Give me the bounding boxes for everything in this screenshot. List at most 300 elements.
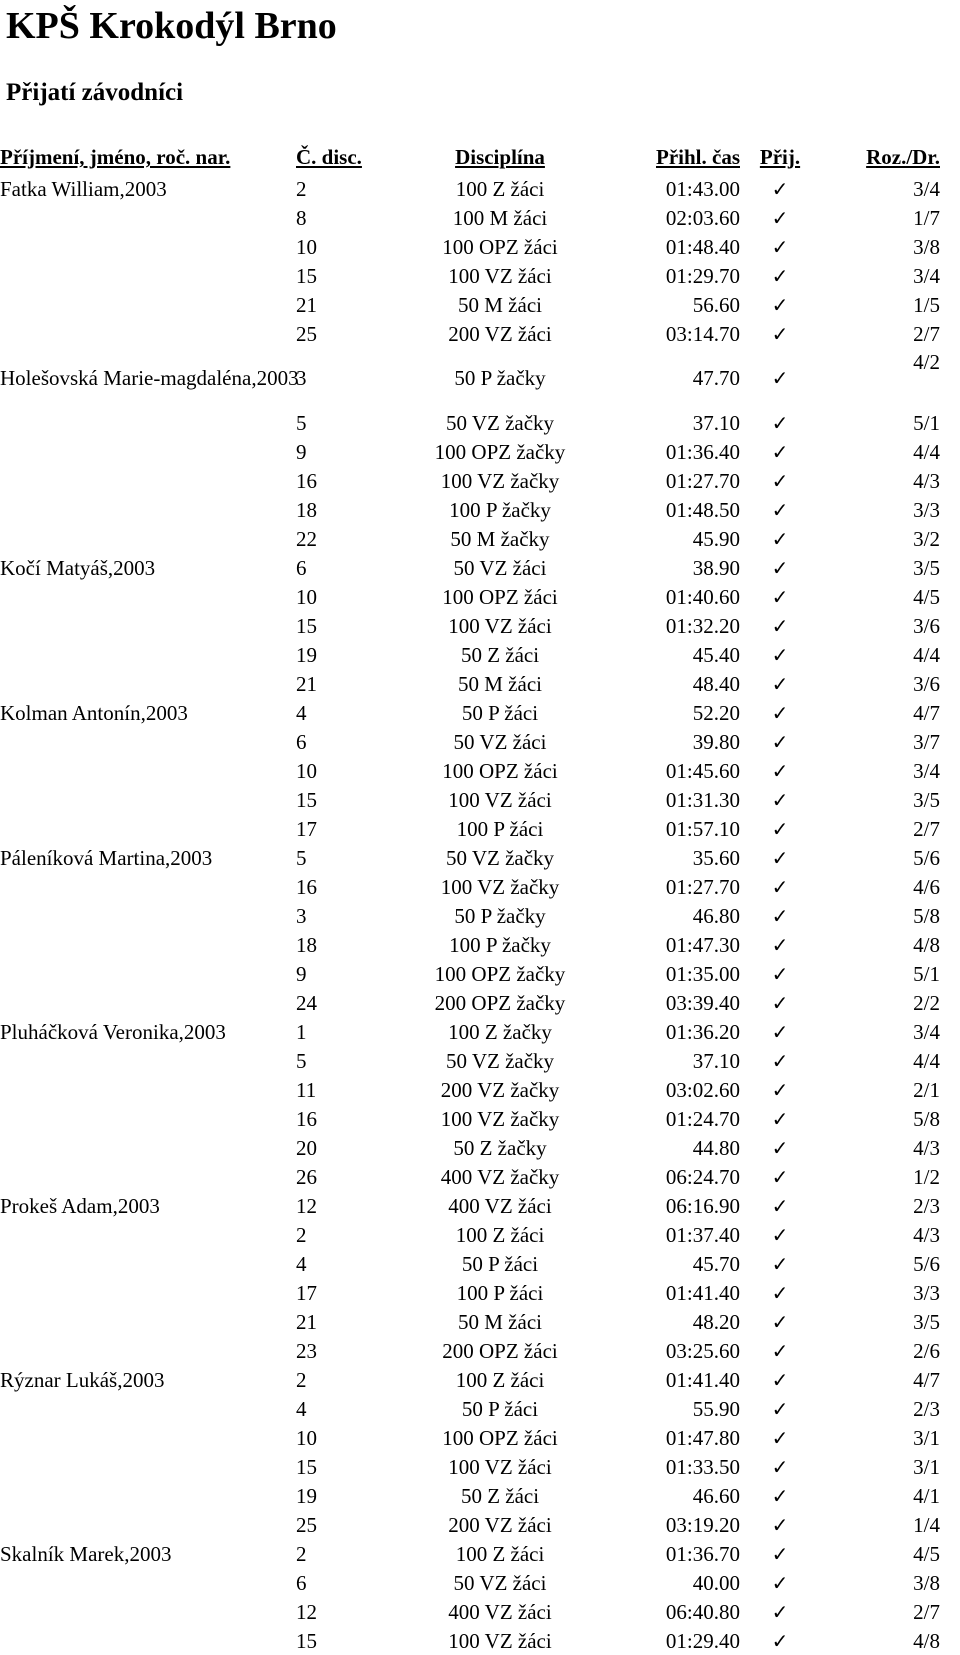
discipline-number-cell: 3	[296, 903, 307, 928]
swimmer-name-cell	[0, 1220, 296, 1249]
checkmark-icon: ✓	[771, 1454, 789, 1479]
accepted-check-icon	[740, 1046, 820, 1075]
checkmark-icon: ✓	[771, 845, 789, 870]
discipline-cell: 200 VZ žáci	[448, 1512, 552, 1537]
entry-time-cell: 38.90	[692, 555, 740, 580]
entry-time-cell: 06:16.90	[665, 1193, 740, 1218]
entry-time-cell: 01:31.30	[665, 787, 740, 812]
entry-time-cell: 01:47.80	[665, 1425, 740, 1450]
discipline-cell: 100 OPZ žáci	[442, 584, 558, 609]
discipline-cell: 50 Z žáci	[460, 1483, 540, 1508]
table-row	[0, 1452, 940, 1481]
table-row	[0, 524, 940, 553]
discipline-number-cell: 2	[296, 176, 307, 201]
swimmer-name-cell	[0, 901, 296, 930]
entry-time-cell: 48.20	[692, 1309, 740, 1334]
entry-time-cell: 01:36.40	[665, 439, 740, 464]
discipline-number-cell: 26	[296, 1164, 317, 1189]
table-row	[0, 1539, 940, 1568]
checkmark-icon: ✓	[771, 700, 789, 725]
accepted-check-icon	[740, 1365, 820, 1394]
discipline-cell: 200 VZ žačky	[440, 1077, 560, 1102]
discipline-number-cell: 18	[296, 932, 317, 957]
table-row	[0, 553, 940, 582]
accepted-check-icon	[740, 785, 820, 814]
swimmer-name-cell	[0, 988, 296, 1017]
discipline-cell: 400 VZ žáci	[448, 1599, 552, 1624]
discipline-number-cell: 4	[296, 1396, 307, 1421]
accepted-check-icon	[740, 1191, 820, 1220]
heat-lane-cell: 2/3	[913, 1396, 940, 1421]
table-row	[0, 1394, 940, 1423]
accepted-check-icon	[740, 466, 820, 495]
accepted-check-icon	[740, 640, 820, 669]
table-row	[0, 582, 940, 611]
entry-time-cell: 01:27.70	[665, 874, 740, 899]
swimmer-name-cell	[0, 1104, 296, 1133]
entry-time-cell: 46.60	[692, 1483, 740, 1508]
table-row	[0, 698, 940, 727]
accepted-check-icon	[740, 959, 820, 988]
heat-lane-cell: 4/8	[913, 1628, 940, 1653]
discipline-cell: 100 VZ žačky	[440, 1106, 560, 1131]
table-row	[0, 1626, 940, 1655]
entry-time-cell: 01:35.00	[665, 961, 740, 986]
swimmer-name-cell	[0, 290, 296, 319]
heat-lane-cell: 2/7	[913, 816, 940, 841]
entry-time-cell: 56.60	[692, 292, 740, 317]
swimmer-name-cell	[0, 930, 296, 959]
column-header-name: Příjmení, jméno, roč. nar.	[0, 145, 231, 169]
heat-lane-cell: 5/8	[913, 903, 940, 928]
entry-time-cell: 06:40.80	[665, 1599, 740, 1624]
heat-lane-cell: 4/1	[913, 1483, 940, 1508]
accepted-check-icon	[740, 1394, 820, 1423]
discipline-number-cell: 6	[296, 729, 307, 754]
heat-lane-cell: 1/2	[913, 1164, 940, 1189]
swimmer-name-cell	[0, 1626, 296, 1655]
entry-time-cell: 45.70	[692, 1251, 740, 1276]
entry-time-cell: 03:02.60	[665, 1077, 740, 1102]
swimmer-name-cell	[0, 814, 296, 843]
checkmark-icon: ✓	[771, 263, 789, 288]
column-header-discipline-number: Č. disc.	[296, 145, 362, 169]
entry-time-cell: 01:29.70	[665, 263, 740, 288]
swimmer-name-cell: Kočí Matyáš,2003	[0, 555, 156, 580]
swimmer-name-cell	[0, 319, 296, 348]
discipline-number-cell: 16	[296, 468, 317, 493]
table-row	[0, 640, 940, 669]
entry-time-cell: 55.90	[692, 1396, 740, 1421]
checkmark-icon: ✓	[771, 321, 789, 346]
table-header-row	[0, 140, 940, 174]
swimmer-name-cell	[0, 640, 296, 669]
checkmark-icon: ✓	[771, 961, 789, 986]
swimmer-name-cell	[0, 1336, 296, 1365]
heat-lane-cell: 1/7	[913, 205, 940, 230]
table-row	[0, 901, 940, 930]
swimmer-name-cell	[0, 1075, 296, 1104]
discipline-cell: 50 P žačky	[454, 903, 546, 928]
heat-lane-cell: 4/4	[913, 439, 940, 464]
discipline-number-cell: 2	[296, 1222, 307, 1247]
table-row	[0, 1046, 940, 1075]
heat-lane-cell: 3/2	[913, 526, 940, 551]
table-row	[0, 872, 940, 901]
discipline-number-cell: 5	[296, 845, 307, 870]
discipline-cell: 50 VZ žačky	[445, 1048, 555, 1073]
swimmer-name-cell	[0, 1597, 296, 1626]
heat-lane-cell: 4/4	[913, 1048, 940, 1073]
heat-lane-cell: 3/8	[913, 1570, 940, 1595]
discipline-cell: 100 OPZ žáci	[442, 1425, 558, 1450]
swimmer-name-cell	[0, 437, 296, 466]
discipline-cell: 50 M žáci	[458, 292, 542, 317]
accepted-check-icon	[740, 814, 820, 843]
swimmer-name-cell	[0, 1249, 296, 1278]
entry-time-cell: 03:19.20	[665, 1512, 740, 1537]
checkmark-icon: ✓	[771, 1309, 789, 1334]
heat-lane-cell: 4/7	[913, 1367, 940, 1392]
entry-time-cell: 06:24.70	[665, 1164, 740, 1189]
swimmer-name-cell	[0, 1278, 296, 1307]
discipline-cell: 100 VZ žáci	[448, 1454, 552, 1479]
accepted-check-icon	[740, 524, 820, 553]
accepted-check-icon	[740, 1307, 820, 1336]
discipline-cell: 200 OPZ žáci	[442, 1338, 558, 1363]
discipline-number-cell: 19	[296, 642, 317, 667]
discipline-number-cell: 18	[296, 497, 317, 522]
table-row	[0, 1220, 940, 1249]
checkmark-icon: ✓	[771, 1048, 789, 1073]
heat-lane-cell: 2/7	[913, 321, 940, 346]
checkmark-icon: ✓	[771, 1338, 789, 1363]
accepted-check-icon	[740, 727, 820, 756]
discipline-number-cell: 17	[296, 816, 317, 841]
heat-lane-cell: 4/5	[913, 584, 940, 609]
entry-time-cell: 01:24.70	[665, 1106, 740, 1131]
discipline-number-cell: 25	[296, 1512, 317, 1537]
accepted-check-icon	[740, 174, 820, 203]
table-row	[0, 174, 940, 203]
checkmark-icon: ✓	[771, 758, 789, 783]
accepted-check-icon	[740, 1336, 820, 1365]
checkmark-icon: ✓	[771, 1193, 789, 1218]
discipline-cell: 50 M žačky	[450, 526, 550, 551]
discipline-cell: 50 VZ žáci	[453, 729, 547, 754]
discipline-cell: 100 OPZ žačky	[434, 961, 566, 986]
discipline-cell: 200 VZ žáci	[448, 321, 552, 346]
discipline-number-cell: 15	[296, 787, 317, 812]
discipline-number-cell: 1	[296, 1019, 307, 1044]
table-row	[0, 232, 940, 261]
discipline-number-cell: 10	[296, 758, 317, 783]
table-row	[0, 437, 940, 466]
checkmark-icon: ✓	[771, 932, 789, 957]
discipline-cell: 50 M žáci	[458, 1309, 542, 1334]
table-row	[0, 930, 940, 959]
entry-time-cell: 01:36.70	[665, 1541, 740, 1566]
entry-time-cell: 01:41.40	[665, 1367, 740, 1392]
checkmark-icon: ✓	[771, 584, 789, 609]
discipline-cell: 50 Z žáci	[460, 642, 540, 667]
heat-lane-cell: 4/3	[913, 1135, 940, 1160]
entry-time-cell: 01:29.40	[665, 1628, 740, 1653]
table-row	[0, 611, 940, 640]
discipline-cell: 100 OPZ žáci	[442, 758, 558, 783]
table-row	[0, 1597, 940, 1626]
entry-time-cell: 01:40.60	[665, 584, 740, 609]
table-row	[0, 1568, 940, 1597]
checkmark-icon: ✓	[771, 410, 789, 435]
discipline-cell: 50 VZ žáci	[453, 1570, 547, 1595]
heat-lane-cell: 3/7	[913, 729, 940, 754]
discipline-number-cell: 21	[296, 292, 317, 317]
discipline-cell: 100 VZ žáci	[448, 263, 552, 288]
accepted-check-icon	[740, 930, 820, 959]
discipline-number-cell: 10	[296, 234, 317, 259]
swimmer-name-cell	[0, 582, 296, 611]
entry-time-cell: 46.80	[692, 903, 740, 928]
discipline-number-cell: 3	[296, 366, 307, 390]
swimmer-name-cell: Prokeš Adam,2003	[0, 1193, 160, 1218]
discipline-cell: 50 Z žačky	[453, 1135, 547, 1160]
checkmark-icon: ✓	[771, 1570, 789, 1595]
accepted-check-icon	[740, 1075, 820, 1104]
checkmark-icon: ✓	[771, 1599, 789, 1624]
swimmer-name-cell	[0, 872, 296, 901]
discipline-cell: 50 P žáci	[461, 700, 539, 725]
accepted-check-icon	[740, 553, 820, 582]
checkmark-icon: ✓	[771, 205, 789, 230]
discipline-number-cell: 5	[296, 410, 307, 435]
heat-lane-cell: 2/1	[913, 1077, 940, 1102]
table-row	[0, 348, 940, 408]
accepted-check-icon	[740, 1017, 820, 1046]
table-row	[0, 1104, 940, 1133]
table-row	[0, 959, 940, 988]
accepted-check-icon	[740, 319, 820, 348]
heat-lane-cell: 3/4	[913, 1019, 940, 1044]
discipline-number-cell: 15	[296, 1628, 317, 1653]
swimmer-name-cell	[0, 611, 296, 640]
checkmark-icon: ✓	[771, 366, 789, 390]
column-header-entry-time: Přihl. čas	[656, 145, 740, 169]
discipline-cell: 50 M žáci	[458, 671, 542, 696]
entry-time-cell: 03:39.40	[665, 990, 740, 1015]
accepted-check-icon	[740, 1597, 820, 1626]
table-row	[0, 203, 940, 232]
checkmark-icon: ✓	[771, 903, 789, 928]
table-row	[0, 1249, 940, 1278]
entry-time-cell: 01:27.70	[665, 468, 740, 493]
accepted-check-icon	[740, 901, 820, 930]
checkmark-icon: ✓	[771, 1396, 789, 1421]
swimmer-name-cell: Holešovská Marie-magdaléna,2003	[0, 366, 299, 390]
accepted-check-icon	[740, 872, 820, 901]
discipline-cell: 100 Z žáci	[455, 1367, 545, 1392]
heat-lane-cell: 1/4	[913, 1512, 940, 1537]
table-row	[0, 756, 940, 785]
checkmark-icon: ✓	[771, 990, 789, 1015]
discipline-number-cell: 25	[296, 321, 317, 346]
heat-lane-cell: 4/8	[913, 932, 940, 957]
table-row	[0, 843, 940, 872]
heat-lane-cell: 2/2	[913, 990, 940, 1015]
table-row	[0, 408, 940, 437]
discipline-number-cell: 23	[296, 1338, 317, 1363]
checkmark-icon: ✓	[771, 787, 789, 812]
checkmark-icon: ✓	[771, 526, 789, 551]
swimmer-name-cell: Fatka William,2003	[0, 176, 167, 201]
heat-lane-cell: 2/7	[913, 1599, 940, 1624]
table-row	[0, 1075, 940, 1104]
swimmer-name-cell: Páleníková Martina,2003	[0, 845, 213, 870]
table-row	[0, 290, 940, 319]
table-row	[0, 1423, 940, 1452]
swimmer-name-cell: Rýznar Lukáš,2003	[0, 1367, 165, 1392]
checkmark-icon: ✓	[771, 1222, 789, 1247]
entry-time-cell: 03:14.70	[665, 321, 740, 346]
swimmer-name-cell	[0, 1162, 296, 1191]
checkmark-icon: ✓	[771, 555, 789, 580]
accepted-check-icon	[740, 1104, 820, 1133]
entry-time-cell: 40.00	[692, 1570, 740, 1595]
entry-time-cell: 01:47.30	[665, 932, 740, 957]
discipline-cell: 100 VZ žáci	[448, 1628, 552, 1653]
swimmer-name-cell	[0, 1423, 296, 1452]
heat-lane-cell: 4/3	[913, 1222, 940, 1247]
column-header-accepted: Přij.	[759, 145, 801, 169]
table-row	[0, 466, 940, 495]
checkmark-icon: ✓	[771, 1251, 789, 1276]
accepted-check-icon	[740, 988, 820, 1017]
checkmark-icon: ✓	[771, 1367, 789, 1392]
discipline-number-cell: 8	[296, 205, 307, 230]
entry-time-cell: 45.90	[692, 526, 740, 551]
heat-lane-cell: 4/6	[913, 874, 940, 899]
discipline-cell: 100 Z žáci	[455, 176, 545, 201]
accepted-check-icon	[740, 290, 820, 319]
discipline-number-cell: 16	[296, 874, 317, 899]
discipline-number-cell: 2	[296, 1541, 307, 1566]
heat-lane-cell: 2/3	[913, 1193, 940, 1218]
discipline-number-cell: 21	[296, 1309, 317, 1334]
checkmark-icon: ✓	[771, 497, 789, 522]
discipline-number-cell: 12	[296, 1599, 317, 1624]
heat-lane-cell: 5/1	[913, 961, 940, 986]
table-row	[0, 1481, 940, 1510]
heat-lane-cell: 5/1	[913, 410, 940, 435]
swimmer-name-cell: Skalník Marek,2003	[0, 1541, 172, 1566]
heat-lane-cell: 3/5	[913, 555, 940, 580]
checkmark-icon: ✓	[771, 1425, 789, 1450]
accepted-swimmers-table	[0, 140, 940, 1655]
entry-time-cell: 45.40	[692, 642, 740, 667]
checkmark-icon: ✓	[771, 671, 789, 696]
entry-time-cell: 01:45.60	[665, 758, 740, 783]
accepted-check-icon	[740, 1249, 820, 1278]
entry-time-cell: 01:36.20	[665, 1019, 740, 1044]
swimmer-name-cell	[0, 785, 296, 814]
discipline-cell: 200 OPZ žačky	[434, 990, 566, 1015]
accepted-check-icon	[740, 698, 820, 727]
discipline-number-cell: 24	[296, 990, 317, 1015]
entry-time-cell: 03:25.60	[665, 1338, 740, 1363]
heat-lane-cell: 3/3	[913, 1280, 940, 1305]
heat-lane-cell: 3/4	[913, 263, 940, 288]
checkmark-icon: ✓	[771, 439, 789, 464]
column-header-heat-lane: Roz./Dr.	[866, 145, 940, 169]
table-row	[0, 1133, 940, 1162]
checkmark-icon: ✓	[771, 1512, 789, 1537]
table-row	[0, 1191, 940, 1220]
discipline-cell: 100 P žačky	[449, 932, 551, 957]
discipline-cell: 100 VZ žáci	[448, 787, 552, 812]
discipline-number-cell: 2	[296, 1367, 307, 1392]
entry-time-cell: 02:03.60	[665, 205, 740, 230]
accepted-check-icon	[740, 1539, 820, 1568]
discipline-number-cell: 15	[296, 613, 317, 638]
discipline-cell: 100 VZ žáci	[448, 613, 552, 638]
discipline-cell: 50 VZ žačky	[445, 845, 555, 870]
discipline-number-cell: 22	[296, 526, 317, 551]
swimmer-name-cell: Pluháčková Veronika,2003	[0, 1019, 226, 1044]
page-subtitle: Přijatí závodníci	[6, 79, 184, 106]
entry-time-cell: 47.70	[692, 366, 740, 390]
checkmark-icon: ✓	[771, 1164, 789, 1189]
swimmer-name-cell	[0, 1568, 296, 1597]
entry-time-cell: 01:32.20	[665, 613, 740, 638]
discipline-cell: 100 Z žáci	[455, 1222, 545, 1247]
accepted-check-icon	[740, 1481, 820, 1510]
discipline-cell: 400 VZ žačky	[440, 1164, 560, 1189]
checkmark-icon: ✓	[771, 642, 789, 667]
heat-lane-cell: 3/5	[913, 1309, 940, 1334]
heat-lane-cell: 3/6	[913, 671, 940, 696]
table-row	[0, 495, 940, 524]
discipline-cell: 50 P žáci	[461, 1251, 539, 1276]
entry-time-cell: 37.10	[692, 1048, 740, 1073]
swimmer-name-cell	[0, 495, 296, 524]
table-row	[0, 988, 940, 1017]
checkmark-icon: ✓	[771, 874, 789, 899]
heat-lane-cell: 4/5	[913, 1541, 940, 1566]
accepted-check-icon	[740, 1452, 820, 1481]
swimmer-name-cell: Kolman Antonín,2003	[0, 700, 188, 725]
accepted-check-icon	[740, 232, 820, 261]
table-row	[0, 1307, 940, 1336]
accepted-check-icon	[740, 756, 820, 785]
discipline-cell: 100 P žáci	[456, 816, 544, 841]
accepted-check-icon	[740, 1278, 820, 1307]
accepted-check-icon	[740, 669, 820, 698]
accepted-check-icon	[740, 203, 820, 232]
heat-lane-cell: 3/4	[913, 176, 940, 201]
swimmer-name-cell	[0, 408, 296, 437]
accepted-check-icon	[740, 1220, 820, 1249]
discipline-cell: 100 P žáci	[456, 1280, 544, 1305]
heat-lane-cell: 4/4	[913, 642, 940, 667]
checkmark-icon: ✓	[771, 1483, 789, 1508]
heat-lane-cell: 4/3	[913, 468, 940, 493]
entry-time-cell: 35.60	[692, 845, 740, 870]
accepted-check-icon	[740, 611, 820, 640]
accepted-check-icon	[740, 1568, 820, 1597]
discipline-cell: 50 VZ žáci	[453, 555, 547, 580]
swimmer-name-cell	[0, 466, 296, 495]
table-row	[0, 1510, 940, 1539]
